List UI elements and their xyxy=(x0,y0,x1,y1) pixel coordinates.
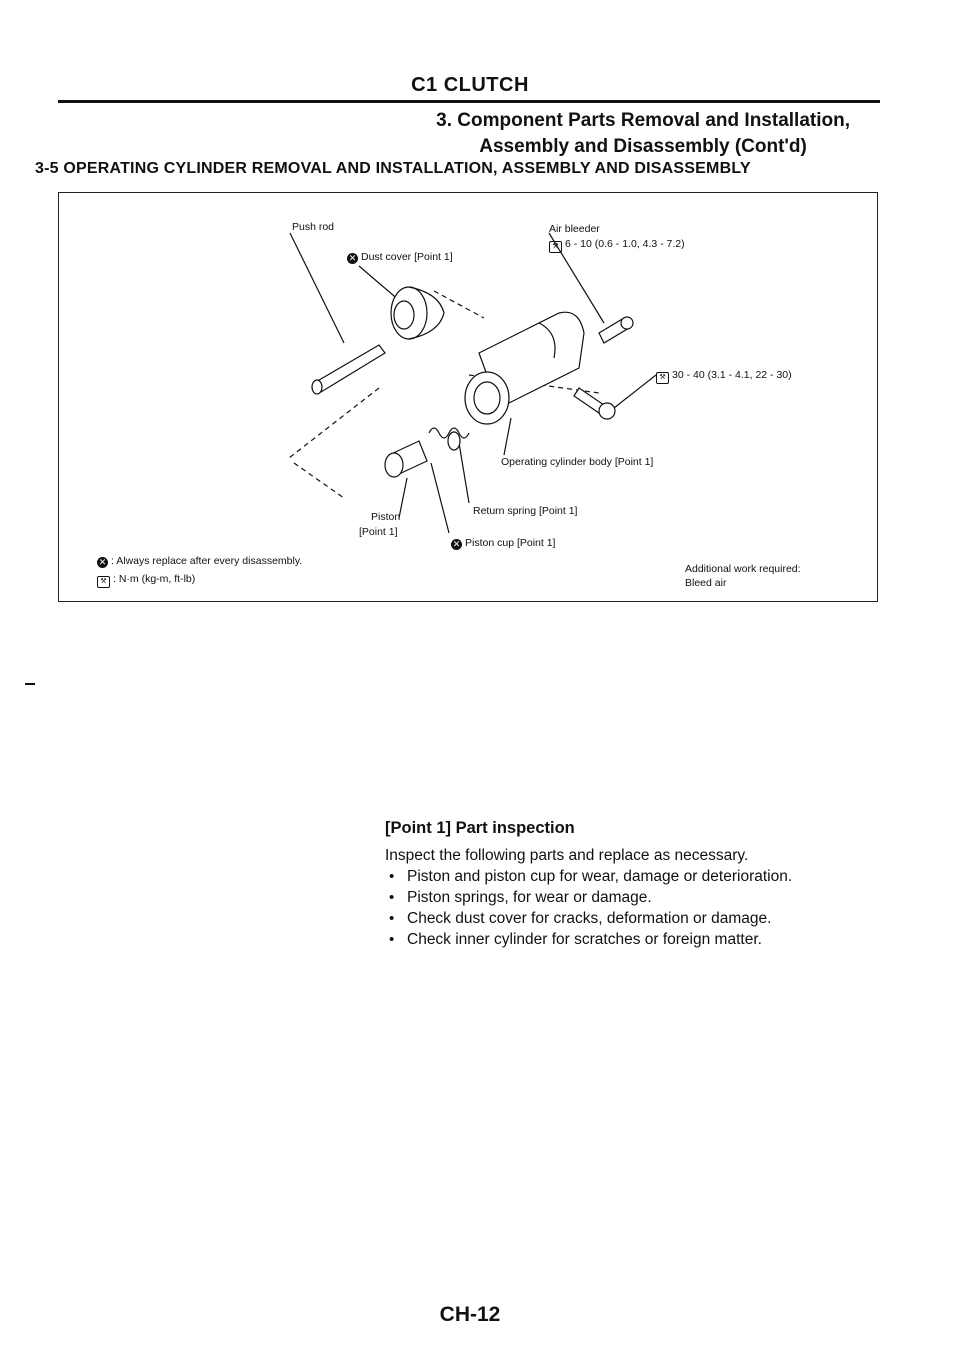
label-dust-cover: ✕ Dust cover [Point 1] xyxy=(348,251,453,263)
list-item: • Check dust cover for cracks, deformation or damage. xyxy=(385,908,905,929)
legend-torque-units: ⚒ : N·m (kg-m, ft-lb) xyxy=(97,573,195,588)
label-operating-cylinder-body: Operating cylinder body [Point 1] xyxy=(501,456,654,468)
list-item: • Piston springs, for wear or damage. xyxy=(385,887,905,908)
torque-wrench-icon: ⚒ xyxy=(656,372,669,384)
legend-additional-work: Additional work required: xyxy=(685,563,801,575)
label-bolt-torque: ⚒ 30 - 40 (3.1 - 4.1, 22 - 30) xyxy=(656,369,792,384)
replace-part-icon: ✕ xyxy=(98,557,107,567)
legend-replace: ✕ : Always replace after every disassembly. xyxy=(98,555,303,567)
legend-bleed-air: Bleed air xyxy=(685,577,727,589)
header-rule xyxy=(58,100,880,103)
inspection-section xyxy=(385,818,905,950)
label-push-rod: Push rod xyxy=(292,221,335,233)
torque-wrench-icon: ⚒ xyxy=(97,576,110,588)
replace-part-icon: ✕ xyxy=(348,253,357,263)
inspection-list xyxy=(385,866,905,950)
label-air-bleeder: Air bleeder xyxy=(549,223,600,235)
diagram-frame xyxy=(58,192,878,602)
list-item: • Check inner cylinder for scratches or foreign matter. xyxy=(385,929,905,950)
inspection-title: [Point 1] Part inspection xyxy=(385,819,575,837)
section-title xyxy=(436,108,850,160)
margin-mark xyxy=(25,683,35,685)
chapter-title: C1 CLUTCH xyxy=(411,74,529,96)
label-return-spring: Return spring [Point 1] xyxy=(473,505,578,517)
subsection-title: 3-5 OPERATING CYLINDER REMOVAL AND INSTALLATION, ASSEMBLY AND DISASSEMBLY xyxy=(35,160,751,177)
page-number: CH-12 xyxy=(439,1303,501,1326)
section-title-line1: 3. Component Parts Removal and Installation, xyxy=(436,110,850,131)
inspection-intro: Inspect the following parts and replace as necessary. xyxy=(385,847,749,864)
label-piston-cup: ✕ Piston cup [Point 1] xyxy=(452,537,556,549)
label-piston: Piston xyxy=(371,511,401,523)
replace-part-icon: ✕ xyxy=(452,539,461,549)
label-air-bleeder-torque: ⚒ 6 - 10 (0.6 - 1.0, 4.3 - 7.2) xyxy=(549,238,685,253)
list-item: • Piston and piston cup for wear, damage or deterioration. xyxy=(385,866,905,887)
section-title-line2: Assembly and Disassembly (Cont'd) xyxy=(479,136,807,157)
torque-wrench-icon: ⚒ xyxy=(549,241,562,253)
label-piston-point: [Point 1] xyxy=(359,526,398,538)
